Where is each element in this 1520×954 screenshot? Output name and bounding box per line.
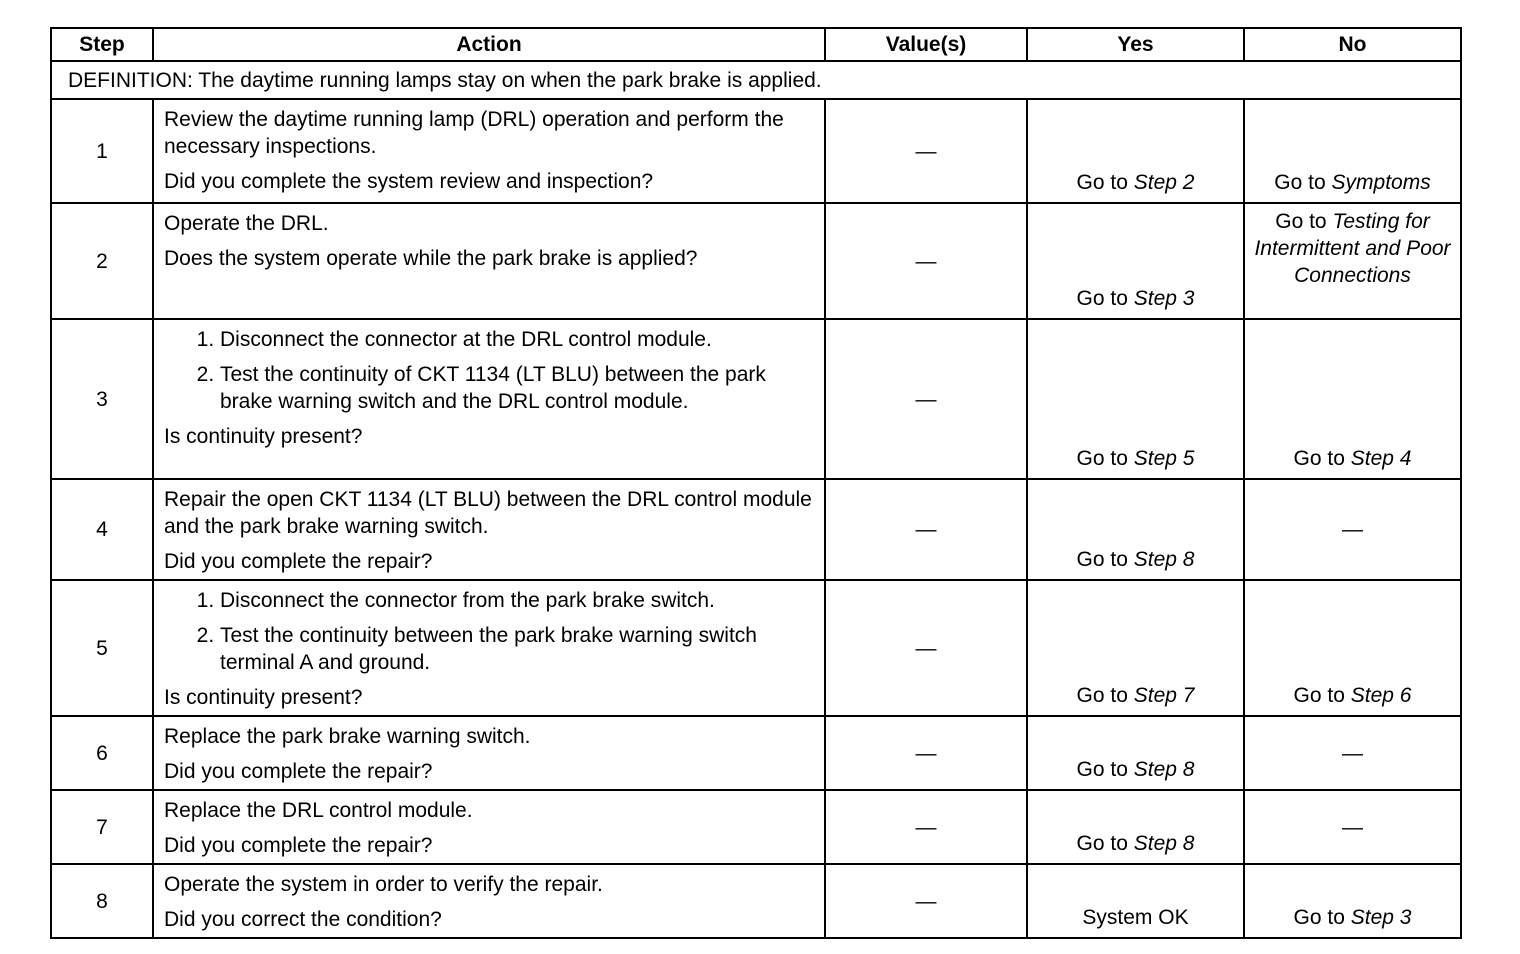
- goto-label: Go to: [1293, 906, 1345, 929]
- goto-label: Go to: [1076, 287, 1128, 310]
- value-cell: —: [825, 580, 1027, 716]
- action-list-item: 2. Test the continuity of CKT 1134 (LT BLU) between the park brake warning switch and the DRL control module.: [220, 361, 814, 415]
- goto-label: Go to: [1275, 210, 1327, 233]
- table-row: [51, 203, 1461, 319]
- action-cell: [153, 864, 825, 938]
- yes-cell[interactable]: [1027, 580, 1244, 716]
- action-text: Operate the DRL.: [164, 212, 329, 235]
- step-number: 8: [51, 864, 153, 938]
- goto-label: Go to: [1076, 548, 1128, 571]
- goto-label: Go to: [1274, 171, 1326, 194]
- table-row: [51, 479, 1461, 580]
- yes-cell[interactable]: [1027, 716, 1244, 790]
- action-question: Did you complete the repair?: [164, 760, 433, 783]
- step-link[interactable]: Step 2: [1133, 171, 1195, 194]
- definition-row: [51, 61, 1461, 99]
- action-cell: [153, 479, 825, 580]
- no-cell: —: [1244, 479, 1461, 580]
- header-step: Step: [51, 28, 153, 61]
- goto-label: Go to: [1076, 684, 1128, 707]
- no-cell[interactable]: [1244, 864, 1461, 938]
- action-list: [164, 326, 814, 415]
- step-link[interactable]: Step 5: [1133, 447, 1195, 470]
- yes-cell[interactable]: [1027, 790, 1244, 864]
- goto-label: Go to: [1293, 684, 1345, 707]
- symptoms-link[interactable]: Symptoms: [1331, 171, 1431, 194]
- value-cell: —: [825, 864, 1027, 938]
- value-cell: —: [825, 203, 1027, 319]
- action-cell: [153, 99, 825, 203]
- table-row: [51, 864, 1461, 938]
- action-cell: [153, 716, 825, 790]
- value-cell: —: [825, 716, 1027, 790]
- action-question: Is continuity present?: [164, 686, 363, 709]
- goto-label: Go to: [1293, 447, 1345, 470]
- no-cell[interactable]: [1244, 580, 1461, 716]
- header-row: [51, 28, 1461, 61]
- action-cell: [153, 319, 825, 479]
- action-question: Did you correct the condition?: [164, 908, 442, 931]
- step-link[interactable]: Step 4: [1350, 447, 1412, 470]
- action-text: Operate the system in order to verify the repair.: [164, 873, 603, 896]
- no-cell: —: [1244, 716, 1461, 790]
- diagnostic-table-container: [50, 27, 1460, 939]
- action-list: [164, 587, 814, 676]
- yes-cell[interactable]: [1027, 479, 1244, 580]
- header-values: Value(s): [825, 28, 1027, 61]
- action-question: Does the system operate while the park brake is applied?: [164, 247, 698, 270]
- no-cell[interactable]: [1244, 99, 1461, 203]
- table-row: [51, 99, 1461, 203]
- header-action: Action: [153, 28, 825, 61]
- table-row: [51, 790, 1461, 864]
- action-list-item: 2. Test the continuity between the park brake warning switch terminal A and ground.: [220, 622, 814, 676]
- step-number: 6: [51, 716, 153, 790]
- value-cell: —: [825, 99, 1027, 203]
- action-list-item: 1. Disconnect the connector from the park brake switch.: [220, 587, 814, 614]
- action-question: Is continuity present?: [164, 425, 363, 448]
- system-ok-cell: System OK: [1027, 864, 1244, 938]
- goto-label: Go to: [1076, 832, 1128, 855]
- step-link[interactable]: Step 8: [1133, 548, 1195, 571]
- header-yes: Yes: [1027, 28, 1244, 61]
- action-question: Did you complete the repair?: [164, 550, 433, 573]
- yes-cell[interactable]: [1027, 319, 1244, 479]
- value-cell: —: [825, 790, 1027, 864]
- step-number: 7: [51, 790, 153, 864]
- no-cell[interactable]: [1244, 203, 1461, 319]
- step-number: 5: [51, 580, 153, 716]
- step-number: 4: [51, 479, 153, 580]
- step-link[interactable]: Step 3: [1133, 287, 1195, 310]
- action-cell: [153, 790, 825, 864]
- table-row: [51, 319, 1461, 479]
- step-number: 3: [51, 319, 153, 479]
- action-question: Did you complete the system review and inspection?: [164, 170, 654, 193]
- step-link[interactable]: Step 8: [1133, 758, 1195, 781]
- header-no: No: [1244, 28, 1461, 61]
- step-number: 2: [51, 203, 153, 319]
- yes-cell[interactable]: [1027, 203, 1244, 319]
- step-link[interactable]: Step 7: [1133, 684, 1195, 707]
- value-cell: —: [825, 319, 1027, 479]
- action-list-item: 1. Disconnect the connector at the DRL control module.: [220, 326, 814, 353]
- action-cell: [153, 580, 825, 716]
- action-text: Replace the DRL control module.: [164, 799, 473, 822]
- goto-label: Go to: [1076, 447, 1128, 470]
- testing-link[interactable]: Testing for Intermittent and Poor Connections: [1254, 210, 1451, 287]
- yes-cell[interactable]: [1027, 99, 1244, 203]
- table-row: [51, 716, 1461, 790]
- step-link[interactable]: Step 6: [1350, 684, 1412, 707]
- action-question: Did you complete the repair?: [164, 834, 433, 857]
- action-cell: [153, 203, 825, 319]
- step-number: 1: [51, 99, 153, 203]
- table-row: [51, 580, 1461, 716]
- no-cell[interactable]: [1244, 319, 1461, 479]
- definition-text: DEFINITION: The daytime running lamps stay on when the park brake is applied.: [51, 61, 1461, 99]
- goto-label: Go to: [1076, 758, 1128, 781]
- action-text: Replace the park brake warning switch.: [164, 725, 531, 748]
- step-link[interactable]: Step 3: [1350, 906, 1412, 929]
- goto-label: Go to: [1076, 171, 1128, 194]
- action-text: Repair the open CKT 1134 (LT BLU) between the DRL control module and the park brake warning switch.: [164, 488, 812, 538]
- value-cell: —: [825, 479, 1027, 580]
- no-cell: —: [1244, 790, 1461, 864]
- action-text: Review the daytime running lamp (DRL) operation and perform the necessary inspections.: [164, 108, 784, 158]
- step-link[interactable]: Step 8: [1133, 832, 1195, 855]
- diagnostic-table: [50, 27, 1462, 939]
